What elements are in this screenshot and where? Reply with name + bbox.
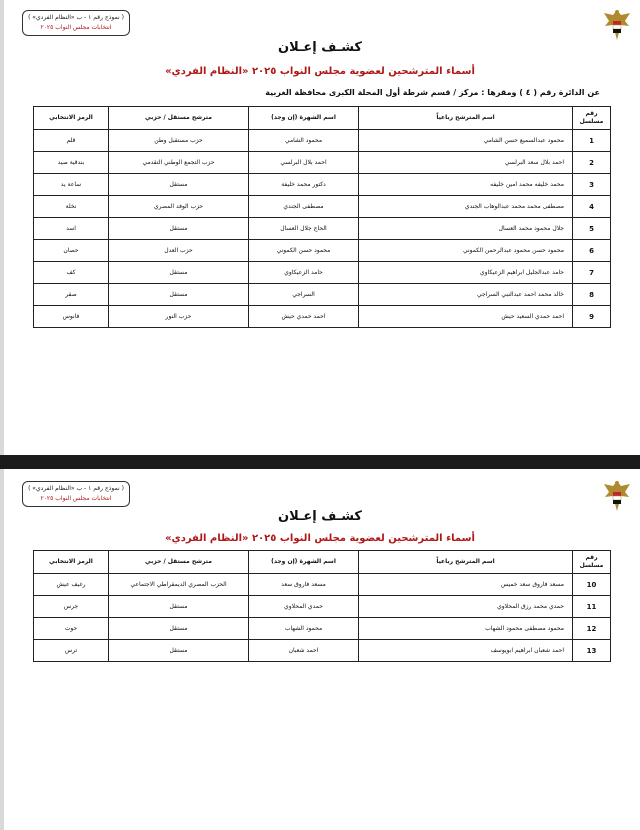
table-row [34,130,611,152]
form-label: ( نموذج رقم ١ - ب «النظام الفردي» ) [28,485,124,492]
col-nickname: اسم الشهرة (إن وجد) [249,551,359,574]
document-page-2 [0,469,640,830]
affiliation-cell: حزب الوفد المصري [109,196,249,218]
name-cell: محمود مصطفى محمود الشهاب [359,618,573,640]
table-row [34,574,611,596]
nickname-cell: حامد الزعيكاوي [249,262,359,284]
symbol-cell: حصان [34,240,109,262]
emblem-icon [602,6,632,44]
name-cell: حمدي محمد رزق المحلاوي [359,596,573,618]
affiliation-cell: حزب النور [109,306,249,328]
name-cell: حامد عبدالجليل ابراهيم الزعيكاوي [359,262,573,284]
name-cell: مسعد فاروق سعد خميس [359,574,573,596]
symbol-cell: قلم [34,130,109,152]
serial-cell: 2 [573,152,611,174]
col-symbol: الرمز الانتخابي [34,551,109,574]
symbol-cell: جرس [34,596,109,618]
nickname-cell: مسعد فاروق سعد [249,574,359,596]
affiliation-cell: مستقل [109,174,249,196]
col-serial: رقم مسلسل [573,107,611,130]
name-cell: محمود عبدالسميع حسن الشامي [359,130,573,152]
serial-cell: 12 [573,618,611,640]
affiliation-cell: حزب العدل [109,240,249,262]
nickname-cell: السراجي [249,284,359,306]
table-row [34,262,611,284]
page-title: كشـف إعـلان [278,509,362,524]
col-serial: رقم مسلسل [573,551,611,574]
col-name: اسم المترشح رباعياً [359,551,573,574]
table-row [34,174,611,196]
page-subtitle: أسماء المترشحين لعضوية مجلس النواب ٢٠٢٥ «النظام الفردي» [165,533,475,544]
affiliation-cell: مستقل [109,262,249,284]
name-cell: جلال محمود محمد العسال [359,218,573,240]
table-row [34,218,611,240]
affiliation-cell: مستقل [109,640,249,662]
symbol-cell: حوت [34,618,109,640]
col-symbol: الرمز الانتخابي [34,107,109,130]
symbol-cell: صقر [34,284,109,306]
affiliation-cell: مستقل [109,218,249,240]
symbol-cell: بندقية صيد [34,152,109,174]
table-row [34,306,611,328]
col-affiliation: مترشح مستقل / حزبي [109,107,249,130]
affiliation-cell: مستقل [109,596,249,618]
name-cell: احمد حمدي السعيد حيش [359,306,573,328]
serial-cell: 5 [573,218,611,240]
serial-cell: 11 [573,596,611,618]
name-cell: محمود حسن محمود عبدالرحمن الكموني [359,240,573,262]
affiliation-cell: حزب مستقبل وطن [109,130,249,152]
table-row [34,152,611,174]
symbol-cell: رغيف عيش [34,574,109,596]
symbol-cell: اسد [34,218,109,240]
nickname-cell: محمود حسن الكموني [249,240,359,262]
col-affiliation: مترشح مستقل / حزبي [109,551,249,574]
form-stamp [22,10,130,36]
table-header-row [34,107,611,130]
name-cell: خالد محمد احمد عبدالنبي السراجي [359,284,573,306]
form-stamp [22,481,130,507]
nickname-cell: مصطفى الجندي [249,196,359,218]
table-row [34,596,611,618]
col-nickname: اسم الشهرة (إن وجد) [249,107,359,130]
nickname-cell: الحاج جلال العسال [249,218,359,240]
district-info: عن الدائرة رقم ( ٤ ) ومقرها : مركز / قسم شرطة أول المحلة الكبرى محافظة الغربية [265,88,600,97]
symbol-cell: نخلة [34,196,109,218]
nickname-cell: احمد شعبان [249,640,359,662]
serial-cell: 13 [573,640,611,662]
symbol-cell: كف [34,262,109,284]
serial-cell: 7 [573,262,611,284]
table-row [34,196,611,218]
candidates-table-1 [33,106,611,328]
serial-cell: 8 [573,284,611,306]
table-row [34,284,611,306]
table-row [34,640,611,662]
affiliation-cell: حزب التجمع الوطني التقدمي [109,152,249,174]
nickname-cell: احمد بلال البرلسي [249,152,359,174]
elections-label: انتخابات مجلس النواب ٢٠٢٥ [40,495,112,502]
name-cell: احمد شعبان ابراهيم ابويوسف [359,640,573,662]
nickname-cell: دكتور محمد خليفة [249,174,359,196]
table-row [34,240,611,262]
serial-cell: 4 [573,196,611,218]
page-separator [0,455,640,469]
page-title: كشـف إعـلان [278,40,362,55]
page-subtitle: أسماء المترشحين لعضوية مجلس النواب ٢٠٢٥ «النظام الفردي» [165,66,475,77]
nickname-cell: احمد حمدي حيش [249,306,359,328]
serial-cell: 6 [573,240,611,262]
serial-cell: 9 [573,306,611,328]
serial-cell: 10 [573,574,611,596]
affiliation-cell: مستقل [109,618,249,640]
candidates-table-2 [33,550,611,662]
name-cell: احمد بلال سعد البرلسي [359,152,573,174]
symbol-cell: فانوس [34,306,109,328]
nickname-cell: محمود الشامي [249,130,359,152]
symbol-cell: ساعة يد [34,174,109,196]
serial-cell: 3 [573,174,611,196]
elections-label: انتخابات مجلس النواب ٢٠٢٥ [40,24,112,31]
affiliation-cell: مستقل [109,284,249,306]
symbol-cell: ترس [34,640,109,662]
nickname-cell: حمدي المحلاوي [249,596,359,618]
name-cell: محمد خليفه محمد امين خليفه [359,174,573,196]
nickname-cell: محمود الشهاب [249,618,359,640]
table-header-row [34,551,611,574]
name-cell: مصطفى محمد محمد عبدالوهاب الجندي [359,196,573,218]
serial-cell: 1 [573,130,611,152]
form-label: ( نموذج رقم ١ - ب «النظام الفردي» ) [28,14,124,21]
col-name: اسم المترشح رباعياً [359,107,573,130]
table-row [34,618,611,640]
affiliation-cell: الحزب المصري الديمقراطي الاجتماعي [109,574,249,596]
